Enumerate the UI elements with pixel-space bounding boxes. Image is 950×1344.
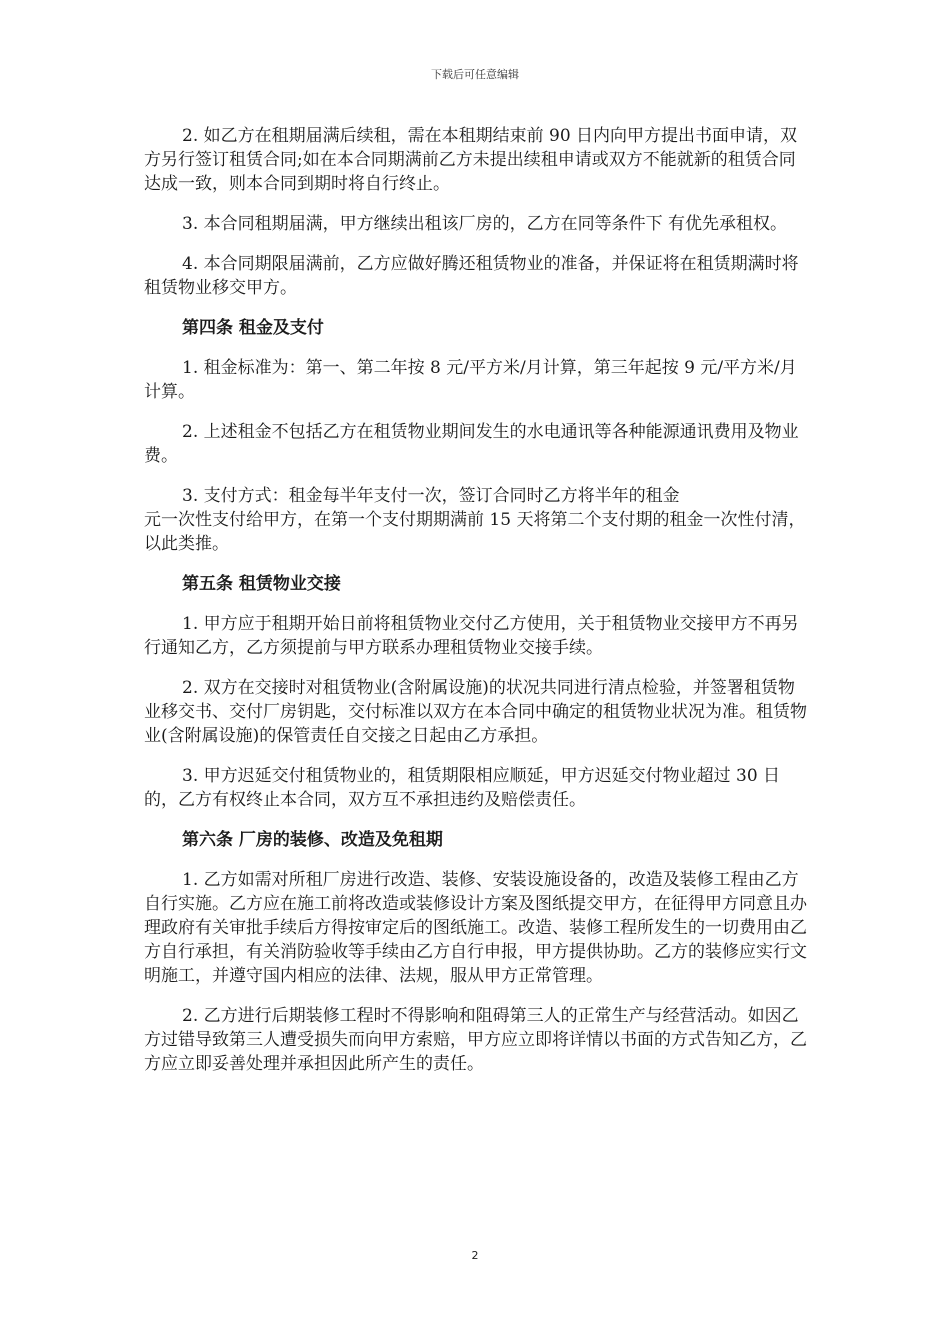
- paragraph-return-property: 4. 本合同期限届满前，乙方应做好腾还租赁物业的准备，并保证将在租赁期满时将租赁物业移交甲方。: [144, 254, 799, 298]
- section-heading-article-6: 第六条 厂房的装修、改造及免租期: [182, 830, 443, 850]
- paragraph-handover-date: 1. 甲方应于租期开始日前将租赁物业交付乙方使用，关于租赁物业交接甲方不再另行通知乙方，乙方须提前与甲方联系办理租赁物业交接手续。: [144, 614, 799, 658]
- section-heading-article-4: 第四条 租金及支付: [182, 318, 324, 338]
- paragraph-rent-standard: 1. 租金标准为：第一、第二年按 8 元/平方米/月计算，第三年起按 9 元/平方米/月计算。: [144, 358, 797, 402]
- paragraph-renovation: 1. 乙方如需对所租厂房进行改造、装修、安装设施设备的，改造及装修工程由乙方自行实施。乙方应在施工前将改造或装修设计方案及图纸提交甲方，在征得甲方同意且办理政府有关审批手续后方得按审定后的图纸施工。改造、装修工程所发生的一切费用由乙方自行承担，有关消防验收等手续由乙方自行申报，甲方提供协助。乙方的装修应实行文明施工，并遵守国内相应的法律、法规，服从甲方正常管理。: [144, 870, 807, 986]
- paragraph-delayed-delivery: 3. 甲方迟延交付租赁物业的，租赁期限相应顺延，甲方迟延交付物业超过 30 日的，乙方有权终止本合同，双方互不承担违约及赔偿责任。: [144, 766, 781, 810]
- document-body: [144, 124, 901, 1092]
- paragraph-handover-inspection: 2. 双方在交接时对租赁物业(含附属设施)的状况共同进行清点检验，并签署租赁物业移交书、交付厂房钥匙，交付标准以双方在本合同中确定的租赁物业状况为准。租赁物业(含附属设施)的保管责任自交接之日起由乙方承担。: [144, 678, 807, 746]
- page-header: 下载后可任意编辑: [431, 68, 519, 81]
- paragraph-rent-exclusions: 2. 上述租金不包括乙方在租赁物业期间发生的水电通讯等各种能源通讯费用及物业费。: [144, 422, 799, 466]
- section-heading-article-5: 第五条 租赁物业交接: [182, 574, 341, 594]
- paragraph-priority-lease: 3. 本合同租期届满，甲方继续出租该厂房的，乙方在同等条件下 有优先承租权。: [182, 214, 788, 234]
- paragraph-payment-method: 3. 支付方式：租金每半年支付一次，签订合同时乙方将半年的租金 元一次性支付给甲方，在第一个支付期期满前 15 天将第二个支付期的租金一次性付清，以此类推。: [144, 486, 901, 554]
- page-number: 2: [471, 1249, 479, 1262]
- paragraph-renewal: 2. 如乙方在租期届满后续租，需在本租期结束前 90 日内向甲方提出书面申请，双方另行签订租赁合同;如在本合同期满前乙方未提出续租申请或双方不能就新的租赁合同达成一致，则本合同到期时将自行终止。: [144, 126, 798, 194]
- paragraph-third-party: 2. 乙方进行后期装修工程时不得影响和阻碍第三人的正常生产与经营活动。如因乙方过错导致第三人遭受损失而向甲方索赔，甲方应立即将详情以书面的方式告知乙方，乙方应立即妥善处理并承担因此所产生的责任。: [144, 1006, 807, 1074]
